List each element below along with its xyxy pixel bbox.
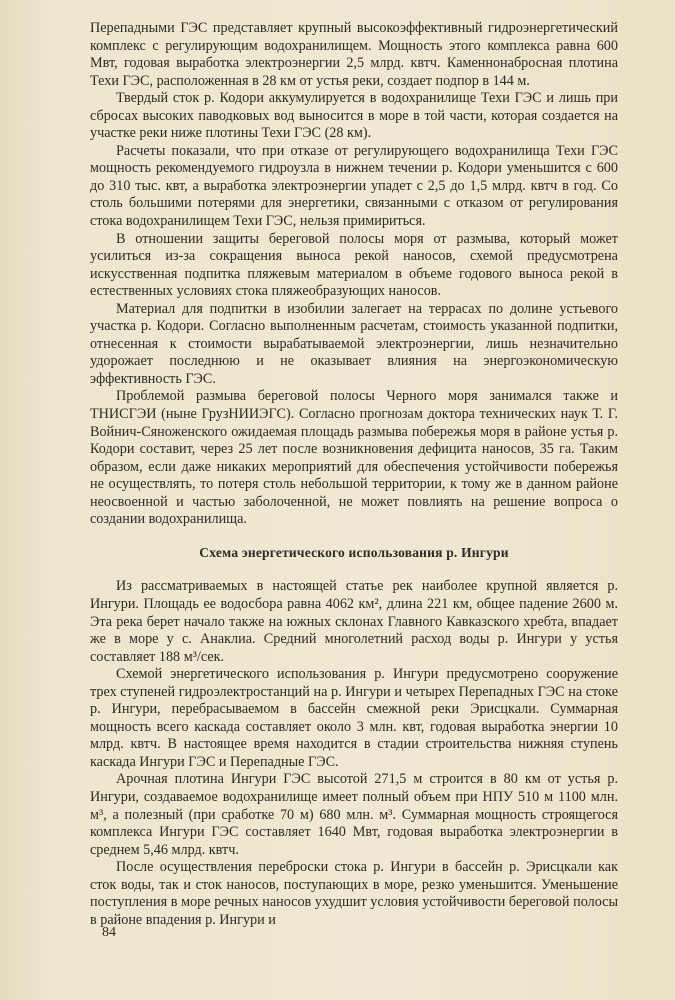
page-text [90, 20, 618, 929]
paragraph: В отношении защиты береговой полосы моря от размыва, который может усилиться из-за сокращения выноса рекой наносов, схемой предусмотрена искусственная подпитка пляжевым материалом в объеме годового выноса рекой в естественных условиях стока пляжеобразующих наносов. [90, 230, 618, 300]
section-heading: Схема энергетического использования р. Ингури [199, 544, 509, 560]
paragraph: Перепадными ГЭС представляет крупный высокоэффективный гидроэнергетический комплекс с регулирующим водохранилищем. Мощность этого комплекса равна 600 Мвт, годовая выработка электроэнергии 2,5 млрд. квтч. Каменнонабросная плотина Техи ГЭС, расположенная в 28 км от устья реки, создает подпор в 144 м. [90, 20, 618, 89]
paragraph: Схемой энергетического использования р. Ингури предусмотрено сооружение трех ступеней гидроэлектростанций на р. Ингури и четырех Перепадных ГЭС на стоке р. Ингури, перебрасываемом в бассейн смежной реки Эрисцкали. Суммарная мощность всего каскада составляет около 3 млн. квт, годовая выработка энергии 10 млрд. квтч. В настоящее время находится в стадии строительства нижняя ступень каскада Ингури ГЭС и Перепадные ГЭС. [90, 666, 618, 770]
paragraph: Расчеты показали, что при отказе от регулирующего водохранилища Техи ГЭС мощность рекомендуемого гидроузла в нижнем течении р. Кодори уменьшится с 600 до 310 тыс. квт, а выработка электроэнергии упадет с 2,5 до 1,5 млрд. квтч в год. Со столь большими потерями для энергетики, связанными с отказом от регулирования стока водохранилищем Техи ГЭС, нельзя примириться. [90, 142, 618, 230]
paragraph: Проблемой размыва береговой полосы Черного моря занимался также и ТНИСГЭИ (ныне ГрузНИИЭГС). Согласно прогнозам доктора технических наук Т. Г. Войнич-Сяноженского ожидаемая площадь размыва побережья моря в районе устья р. Кодори составит, через 25 лет после возникновения дефицита наносов, 35 га. Таким образом, если даже никаких мероприятий для обеспечения устойчивости побережья не осуществлять, то потеря столь небольшой территории, к тому же в данном районе неосвоенной и частью заболоченной, не может повлиять на решение вопроса о создании водохранилища. [90, 388, 618, 528]
page-number: 84 [102, 925, 116, 940]
paragraph: Арочная плотина Ингури ГЭС высотой 271,5 м строится в 80 км от устья р. Ингури, создаваемое водохранилище имеет полный объем при НПУ 510 м 1100 млн. м³, а полезный (при сработке 70 м) 680 млн. м³. Суммарная мощность строящегося комплекса Ингури ГЭС составляет 1640 Мвт, годовая выработка электроэнергии в среднем 5,46 млрд. квтч. [90, 771, 618, 858]
paragraph: После осуществления переброски стока р. Ингури в бассейн р. Эрисцкали как сток воды, так и сток наносов, поступающих в море, резко уменьшится. Уменьшение поступления в море речных наносов ухудшит условия устойчивости береговой полосы в районе впадения р. Ингури и [90, 859, 618, 928]
paragraph: Твердый сток р. Кодори аккумулируется в водохранилище Техи ГЭС и лишь при сбросах высоких паводковых вод выносится в море в той части, которая создается на участке реки ниже плотины Техи ГЭС (28 км). [90, 90, 618, 142]
paragraph: Из рассматриваемых в настоящей статье рек наиболее крупной является р. Ингури. Площадь ее водосбора равна 4062 км², длина 221 км, общее падение 2600 м. Эта река берет начало также на южных склонах Главного Кавказского хребта, впадает же в море у с. Анаклиа. Средний многолетний расход воды р. Ингури у устья составляет 188 м³/сек. [90, 578, 618, 665]
paragraph: Материал для подпитки в изобилии залегает на террасах по долине устьевого участка р. Кодори. Согласно выполненным расчетам, стоимость указанной подпитки, отнесенная к стоимости вырабатываемой электроэнергии, лишь незначительно удорожает последнюю и не оказывает влияния на энергоэкономическую эффективность ГЭС. [90, 300, 618, 387]
